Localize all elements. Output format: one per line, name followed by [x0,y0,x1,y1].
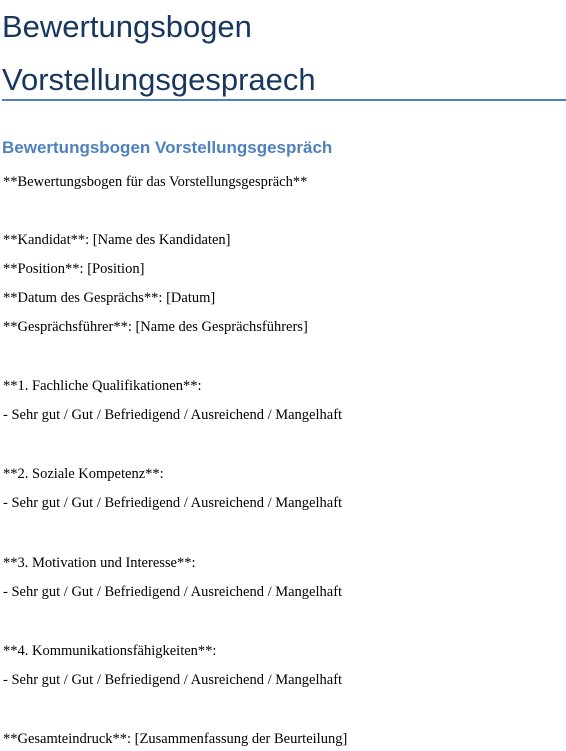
document-title [2,0,562,106]
position-field: **Position**: [Position] [3,261,145,277]
rating-scale: - Sehr gut / Gut / Befriedigend / Ausreichend / Mangelhaft [3,672,343,688]
rating-scale: - Sehr gut / Gut / Befriedigend / Ausreichend / Mangelhaft [3,584,343,600]
criterion-title: **2. Soziale Kompetenz**: [3,466,164,482]
rating-scale: - Sehr gut / Gut / Befriedigend / Ausreichend / Mangelhaft [3,407,343,423]
criterion-title: **3. Motivation und Interesse**: [3,555,196,571]
section-heading: Bewertungsbogen Vorstellungsgespräch [2,138,333,157]
overall-impression: **Gesamteindruck**: [Zusammenfassung der Beurteilung] [3,731,348,747]
rating-scale: - Sehr gut / Gut / Befriedigend / Ausreichend / Mangelhaft [3,495,343,511]
date-field: **Datum des Gesprächs**: [Datum] [3,290,216,306]
intro-line: **Bewertungsbogen für das Vorstellungsgespräch** [3,174,308,190]
criterion-title: **1. Fachliche Qualifikationen**: [3,378,202,394]
title-divider [2,99,566,101]
candidate-field: **Kandidat**: [Name des Kandidaten] [3,232,231,248]
criterion-title: **4. Kommunikationsfähigkeiten**: [3,643,217,659]
interviewer-field: **Gesprächsführer**: [Name des Gesprächsführers] [3,319,308,335]
title-line-1: Bewertungsbogen [2,9,252,44]
title-line-2: Vorstellungsgespraech [2,62,316,97]
